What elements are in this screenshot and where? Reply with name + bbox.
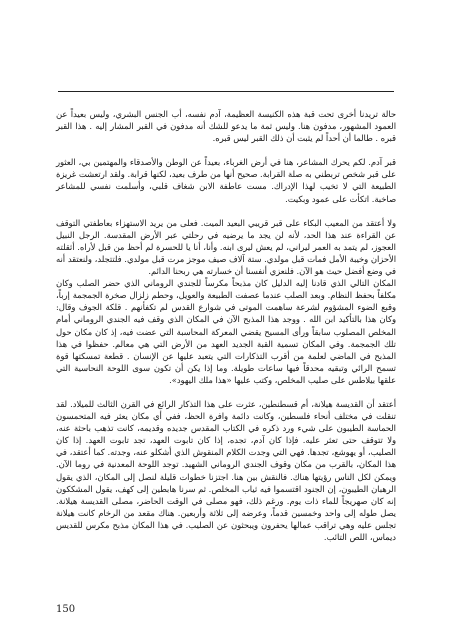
paragraph-adam-burial: حالة تريدنا أخرى تحت قبة هذه الكنيسة العظيمة، آدم نفسه، أب الجنس البشري، وليس بعيداً عن العمود المشهور، مدفون هنا. وليس ثمة ما يدعو للشك أنه مدفون في القبر المشار إليه . هذا القبر قبره . طالما أن أحداً لم يثبت أن ذلك القبر ليس قبره. <box>56 109 396 144</box>
paragraph-weeping: ولا أعتقد من المعيب البكاء على قبر قريبي البعيد الميت. فعلى من يريد الاستهزاء بعاطفتي التوقف عن القراءة عند هذا الحد، لأنه لن يجد ما يرضيه في رحلتي عبر الأرض المقدسة. الرجل النبيل العجوز، لم يتمد به العمر ليراني، لم يعش ليرى ابنه. وأنا، أنا يا للحسرة لم أحظ من قبل لأراه. أثقلته الأحزان وخيبة الأمل فمات قبل مولدي. ستة آلاف صيف موجز مرت قبل مولدي. فلتتجلد، ولنعتقد أنه في وضع أفضل حيث هو الآن. فلنعزي أنفسنا أن خسارته هي ربحنا الدائم. <box>56 217 396 277</box>
page-number: 150 <box>56 604 76 615</box>
paragraph-saint-helena: أعتقد أن القديسة هيلانة، أم قسطنطين، عثرت على هذا التذكار الرائع في القرن الثالث للميلاد. لقد تنقلت في مختلف أنحاء فلسطين، وكانت دائمة وافرة الحظ، ففي أي مكان يعثر فيه المتحمسون الحماسة الطيبون على شيء ورد ذكره في الكتاب المقدس جديده وقديمه، كانت تذهب باحثة عنه، ولا تتوقف حتى تعثر عليه. فإذا كان آدم، تجده، إذا كان تابوت العهد، تجد تابوت العهد. إذا كان الصليب، أو يهوشع، تجدها. فهي التي وجدت الكلام المنقوش الذي أشكلو عنه، وجدته. كما أعتقد، في هذا المكان، بالقرب من مكان وقوف الجندي الروماني الشهيد. توجد اللوحة المعدنية في روما الآن. ويمكن لكل الناس رؤيتها هناك. فالنقش بين هنا. اجتزنا خطوات قليلة لنصل إلى المكان، الذي يقول الرهبان الطيبون، إن الجنود اقتسموا فيه ثياب المخلص. ثم سرنا هابطين إلى كهف، يقول المشككون إنه كان صهريجاً للماء ذات يوم. ورغم ذلك، فهو مصلى في الوقت الحاضر، مصلى القديسة هيلانة. يصل طوله إلى واحد وخمسين قدماً، وعرضه إلى ثلاثة وأربعين. هناك مقعد من الرخام كانت هيلانة تجلس عليه وهي تراقب عمالها يحفرون ويبحثون عن الصليب. في هذا المكان مذبح مكرس للقديس ديماس، اللص التائب. <box>56 398 396 542</box>
header-rule <box>58 91 394 92</box>
paragraph-roman-soldier-altar: المكان التالي الذي قادنا إليه الدليل كان مذبحاً مكرساً للجندي الروماني الذي حضر الصلب وكان مكلفاً بحفظ النظام. وبعد الصلب عندما عصفت الطبيعة والعويل، وحطم زلزال صخرة الجمجمة إرباً، وقبع الضوء المشؤوم لشرعة ساهمت الموتى في شوارع القدس لم تكفأنهم . قلكة الجوف وقال: وكان هذا بالتأكيد ابن الله . ووجد هذا المذبح الآن في المكان الذي وقف فيه الجندي الروماني أمام المخلص المصلوب سابقاً ورأى المسيح يقضي المعركة المحاسبة التي عضت فيه، إذ كان مكان حول تلك الجمجمة. وفي المكان تسمية القبة الجديد العهد من الأرض التي هي معالم. حفظوا في هذا المذبح في الماضي لعلمة من أقرب التذكارات التي يتعبد عليها عن الإنسان . قطعة تمسكتها قوة تسمح الرائي وتبقيه محدقاً فيها ساعات طويلة. وما إذا يكن أن تكون سوى اللوحة النحاسية التي علقها بيلاطس على صليب المخلص، وكتب عليها «هذا ملك اليهود». <box>56 278 396 385</box>
paragraph-adam-tomb: قبر آدم. لكم يحرك المشاعر، هنا في أرض الغرباء، بعيداً عن الوطن والأصدقاء والمهتمين بي، العثور على قبر شخص تربطني به صلة القرابة. صحيح أنها من طرف بعيد، لكنها قرابة. ولقد ارتعشت غريزة الطبيعة التي لا تخيب لهذا الإدراك. مست عاطفة الابن شغاف قلبي، وأسلمت نفسي للمشاعر صاخبة. اتكأت على عمود وبكيت. <box>56 157 396 204</box>
body-text <box>56 108 396 543</box>
